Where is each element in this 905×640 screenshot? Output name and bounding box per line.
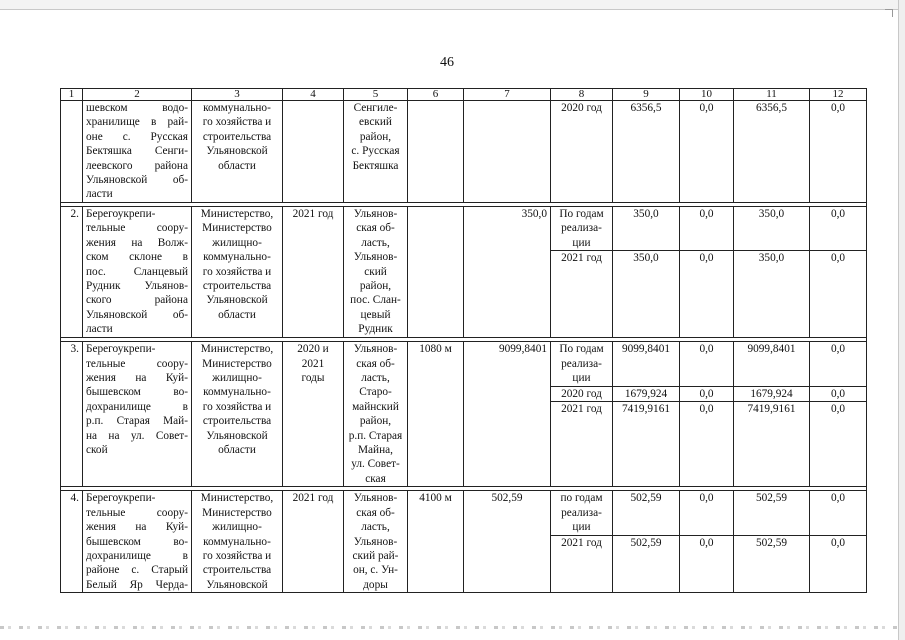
text-line: ласть, [361,521,390,534]
text-line: жилищно- [212,521,262,534]
value-col9: 350,0 [613,207,680,251]
period: 2021 год [283,491,344,593]
location [344,207,408,338]
row-number [61,101,83,203]
header-cell: 4 [283,89,344,101]
value-col11: 9099,8401 [734,342,810,386]
value-col9: 9099,8401 [613,342,680,386]
value-col12: 0,0 [810,342,867,386]
text-line: Берегоукрепи- [86,343,156,356]
text-line: жилищно- [212,372,262,385]
period [283,342,344,487]
value-col10: 0,0 [680,536,734,593]
location [344,491,408,593]
text-line: пос. Сланцевый [86,265,188,278]
object-name [83,491,192,593]
text-line: Бектяшка Сенги- [86,145,188,158]
text-line: строительства [202,280,272,293]
text-line: он, с. Ун- [353,564,398,577]
text-line: строительства [202,130,272,143]
text-line: ский рай- [352,549,399,562]
text-line: по годам [560,492,603,505]
object-name [83,342,192,487]
text-line: го хозяйства и [202,549,272,562]
text-line: Старо- [359,386,392,399]
object-name [83,207,192,338]
row-number: 3. [61,342,83,487]
value-col9: 7419,9161 [613,402,680,487]
text-line: тельные соору- [86,506,188,519]
sub-period-label [551,491,613,536]
value-col12: 0,0 [810,536,867,593]
text-line: 2021 [301,357,325,370]
value-col11: 1679,924 [734,386,810,401]
text-line: 2020 и [297,343,329,356]
text-line: р.п. Старая [348,429,403,442]
value-col10: 0,0 [680,101,734,203]
text-line: Ульянов- [353,535,398,548]
text-line: Министерство [202,357,272,370]
text-line: цевый [360,308,391,321]
sub-period-label: 2021 год [551,536,613,593]
text-line: ском склоне в [86,251,188,264]
value-col11: 350,0 [734,251,810,338]
object-name [83,101,192,203]
text-line: Ульяновской [206,578,268,591]
row-number: 4. [61,491,83,593]
text-line: области [218,308,256,321]
text-line: р.п. Старая Май- [86,415,188,428]
total-cost: 502,59 [464,491,551,593]
total-cost: 350,0 [464,207,551,338]
text-line: По годам [559,208,604,220]
scan-top-border [0,0,905,10]
text-line: ского района [86,294,188,307]
text-line: ской [86,444,108,457]
text-line: ласти [86,323,113,336]
text-line: жения на Куй- [86,521,188,534]
text-line: районе с. Старый [86,564,188,577]
value-col10: 0,0 [680,207,734,251]
text-line: Ульянов- [353,492,398,505]
text-line: строительства [202,564,272,577]
text-line: майнский [352,400,399,413]
text-line: евский [359,116,392,129]
header-cell: 12 [810,89,867,101]
text-line: Бектяшка [352,159,399,172]
capacity [408,207,464,338]
text-line: Ульяновской [206,145,268,158]
header-cell: 6 [408,89,464,101]
text-line: ции [572,372,591,385]
text-line: Берегоукрепи- [86,492,156,505]
capacity: 1080 м [408,342,464,487]
text-line: реализа- [561,506,602,519]
sub-period-label: 2021 год [551,251,613,338]
text-line: Сенгиле- [353,102,398,114]
text-line: дохранилище в [86,549,188,562]
value-col10: 0,0 [680,402,734,487]
location [344,101,408,203]
text-line: го хозяйства и [202,265,272,278]
text-line: Ульяновской об- [86,308,188,321]
text-line: ции [572,236,591,249]
text-line: ская об- [356,357,395,370]
text-line: области [218,444,256,457]
header-cell: 7 [464,89,551,101]
text-line: ласть, [361,372,390,385]
text-line: ции [572,521,591,534]
sub-period-label: 2021 год [551,402,613,487]
text-line: район, [359,280,392,293]
text-line: Министерство, [200,343,274,356]
text-line: строительства [202,415,272,428]
location [344,342,408,487]
value-col11: 502,59 [734,491,810,536]
text-line: оне с. Русская [86,130,188,143]
text-line: Ульяновской [206,429,268,442]
text-line: го хозяйства и [202,400,272,413]
value-col12: 0,0 [810,251,867,338]
text-line: ул. Совет- [351,458,400,471]
text-line: Белый Яр Черда- [86,578,188,591]
capacity: 4100 м [408,491,464,593]
text-line: тельные соору- [86,357,188,370]
table-row [61,101,867,203]
text-line: леевского района [86,159,188,172]
header-cell: 10 [680,89,734,101]
scan-bottom-noise [0,626,899,629]
total-cost [464,101,551,203]
table-row [61,491,867,536]
text-line: Министерство [202,222,272,235]
text-line: Ульянов- [353,251,398,264]
text-line: Ульянов- [353,343,398,356]
executor [192,342,283,487]
value-col12: 0,0 [810,491,867,536]
row-number: 2. [61,207,83,338]
table-row [61,207,867,251]
text-line: коммунально- [203,386,271,399]
executor [192,101,283,203]
text-line: бышевском во- [86,386,188,399]
text-line: доры [363,578,388,591]
value-col9: 502,59 [613,491,680,536]
total-cost: 9099,8401 [464,342,551,487]
value-col11: 7419,9161 [734,402,810,487]
text-line: коммунально- [203,251,271,264]
header-cell: 1 [61,89,83,101]
value-col10: 0,0 [680,491,734,536]
value-col10: 0,0 [680,342,734,386]
program-table [60,88,867,593]
text-line: Рудник Ульянов- [86,280,188,293]
value-col9: 6356,5 [613,101,680,203]
value-col9: 502,59 [613,536,680,593]
text-line: жения на Волж- [86,236,188,249]
period [283,101,344,203]
text-line: Министерство, [200,492,274,505]
text-line: реализа- [561,222,602,235]
page-number: 46 [440,55,454,70]
text-line: области [218,159,256,172]
text-line: ласть, [361,236,390,249]
text-line: тельные соору- [86,222,188,235]
text-line: Ульяновской об- [86,174,188,187]
text-line: пос. Слан- [350,294,401,307]
value-col9: 350,0 [613,251,680,338]
scan-corner-mark [885,9,893,17]
value-col10: 0,0 [680,251,734,338]
executor [192,207,283,338]
text-line: район, [359,130,392,143]
text-line: ская об- [356,222,395,235]
sub-period-label [551,207,613,251]
value-col9: 1679,924 [613,386,680,401]
text-line: Ульянов- [353,208,398,220]
header-cell: 8 [551,89,613,101]
text-line: жения на Куй- [86,372,188,385]
value-col12: 0,0 [810,386,867,401]
executor [192,491,283,593]
text-line: бышевском во- [86,535,188,548]
text-line: Ульяновской [206,294,268,307]
value-col11: 350,0 [734,207,810,251]
text-line: район, [359,415,392,428]
header-cell: 9 [613,89,680,101]
value-col12: 0,0 [810,101,867,203]
header-cell: 3 [192,89,283,101]
value-col11: 502,59 [734,536,810,593]
text-line: шевском водо- [86,102,188,114]
sub-period-label: 2020 год [551,101,613,203]
capacity [408,101,464,203]
value-col12: 0,0 [810,207,867,251]
text-line: годы [301,372,325,385]
text-line: дохранилище в [86,400,188,413]
text-line: По годам [559,343,604,356]
text-line: с. Русская [351,145,400,158]
text-line: хранилище в рай- [86,116,188,129]
header-cell: 11 [734,89,810,101]
text-line: ский [364,265,387,278]
header-cell: 5 [344,89,408,101]
scan-right-border [898,0,905,640]
text-line: коммунально- [203,535,271,548]
sub-period-label [551,342,613,386]
text-line: ласти [86,188,113,201]
table-row [61,342,867,386]
text-line: Берегоукрепи- [86,208,156,220]
value-col12: 0,0 [810,402,867,487]
text-line: Майна, [358,444,393,457]
period: 2021 год [283,207,344,338]
header-cell: 2 [83,89,192,101]
header-row [61,89,867,101]
text-line: жилищно- [212,236,262,249]
value-col10: 0,0 [680,386,734,401]
text-line: го хозяйства и [202,116,272,129]
text-line: Министерство [202,506,272,519]
text-line: Министерство, [200,208,274,220]
text-line: на на ул. Совет- [86,429,188,442]
sub-period-label: 2020 год [551,386,613,401]
text-line: ская [365,472,386,485]
text-line: ская об- [356,506,395,519]
value-col11: 6356,5 [734,101,810,203]
text-line: реализа- [561,357,602,370]
text-line: коммунально- [203,102,271,114]
text-line: Рудник [358,323,393,336]
